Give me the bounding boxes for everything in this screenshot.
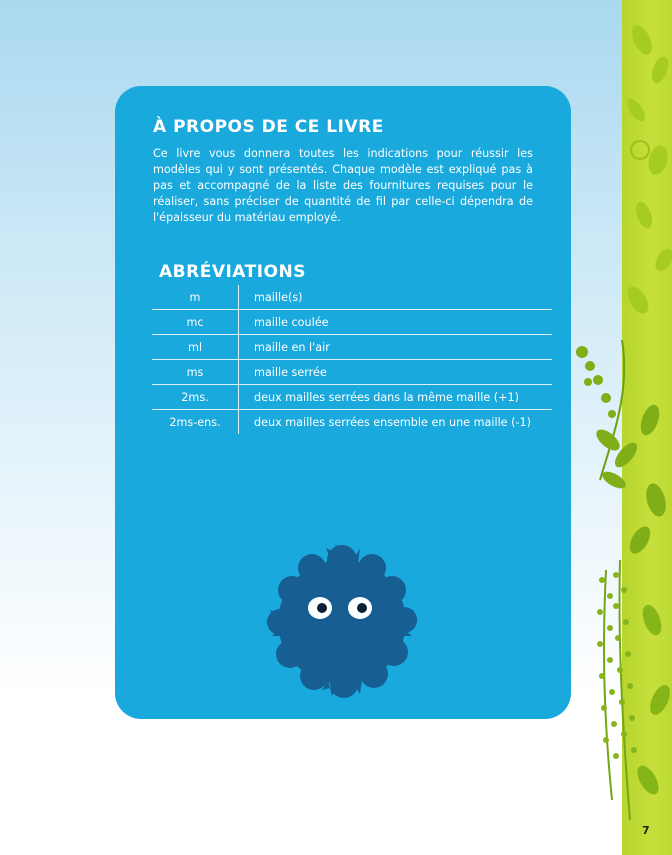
table-row bbox=[152, 360, 552, 385]
abbreviation-meaning: deux mailles serrées ensemble en une maille (-1) bbox=[254, 415, 531, 429]
abbreviation-meaning: deux mailles serrées dans la même maille (+1) bbox=[239, 385, 553, 410]
abbreviation-meaning: maille serrée bbox=[239, 360, 553, 385]
abbreviation-code: 2ms. bbox=[152, 385, 239, 410]
abbreviation-meaning: maille en l'air bbox=[239, 335, 553, 360]
abbreviation-code: 2ms-ens. bbox=[152, 410, 239, 435]
abbreviation-code: m bbox=[152, 285, 239, 310]
table-row bbox=[152, 285, 552, 310]
fuzzy-creature-illustration bbox=[262, 540, 422, 700]
abbreviation-code: ms bbox=[152, 360, 239, 385]
abbreviation-code: ml bbox=[152, 335, 239, 360]
page-number: 7 bbox=[642, 824, 650, 837]
table-row bbox=[152, 310, 552, 335]
about-title: À PROPOS DE CE LIVRE bbox=[153, 117, 384, 137]
abbreviations-table bbox=[152, 285, 552, 434]
table-row bbox=[152, 385, 552, 410]
about-text: Ce livre vous donnera toutes les indications pour réussir les modèles qui y sont présentés. Chaque modèle est expliqué pas à pas et accompagné de la liste des fournitures requises pour le réaliser, sans préciser de quantité de fil par celle-ci dépendra de l'épaisseur du matériau employé. bbox=[153, 147, 533, 224]
abbreviation-meaning: maille coulée bbox=[239, 310, 553, 335]
table-row bbox=[152, 410, 552, 435]
abbreviation-meaning: maille(s) bbox=[239, 285, 553, 310]
table-row bbox=[152, 335, 552, 360]
abbreviation-code: mc bbox=[152, 310, 239, 335]
foliage-illustration bbox=[560, 0, 672, 855]
abbreviations-title: ABRÉVIATIONS bbox=[159, 262, 306, 282]
